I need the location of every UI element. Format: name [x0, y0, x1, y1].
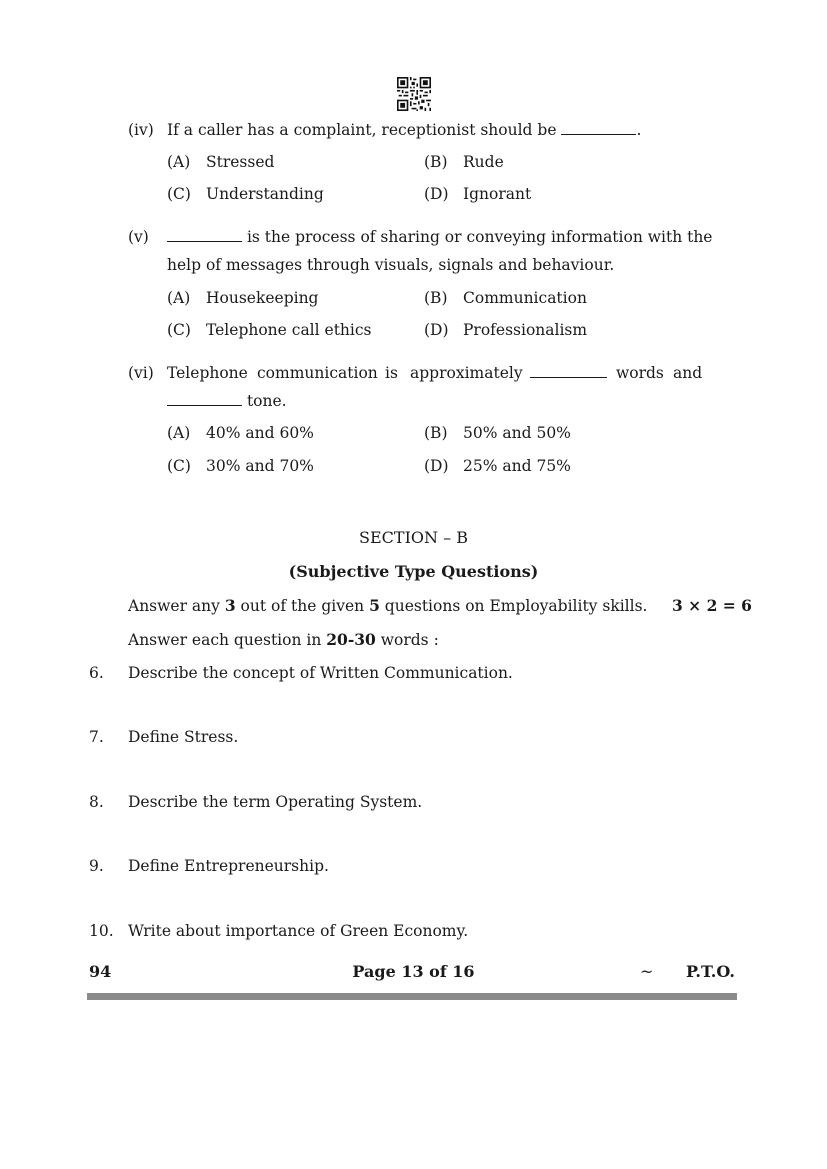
- option-a: (A): [167, 424, 191, 442]
- section-title: SECTION – B: [359, 528, 468, 547]
- question-v-line1: [167, 228, 712, 246]
- answer-blank: [167, 240, 242, 242]
- answer-blank-1: [530, 364, 607, 382]
- question-10-text: Write about importance of Green Economy.: [128, 922, 469, 940]
- word: communication: [257, 364, 378, 382]
- instruction-number: 3: [224, 596, 236, 615]
- tilde-mark: ~: [640, 962, 654, 981]
- option-d-text: Professionalism: [463, 321, 588, 339]
- option-d: (D): [424, 185, 449, 203]
- question-iv: [128, 121, 154, 139]
- answer-blank: [167, 404, 242, 406]
- word: is: [385, 364, 398, 382]
- option-d-text: 25% and 75%: [463, 457, 571, 475]
- section-subtitle: (Subjective Type Questions): [288, 562, 539, 581]
- qr-code-icon: [397, 77, 431, 111]
- option-c: (C): [167, 321, 191, 339]
- question-9-text: Define Entrepreneurship.: [128, 857, 329, 875]
- question-7-number: 7.: [89, 728, 104, 746]
- question-text: If a caller has a complaint, receptionist should be: [167, 121, 557, 139]
- option-c-text: Understanding: [206, 185, 324, 203]
- option-a: (A): [167, 289, 191, 307]
- question-vi-line2: [167, 392, 287, 410]
- option-d-text: Ignorant: [463, 185, 532, 203]
- question-6-text: Describe the concept of Written Communication.: [128, 664, 513, 682]
- question-10-number: 10.: [89, 922, 114, 940]
- instruction-text: words :: [375, 631, 439, 649]
- pto-label: P.T.O.: [686, 962, 735, 981]
- option-a-text: Stressed: [206, 153, 275, 171]
- option-c: (C): [167, 457, 191, 475]
- option-b: (B): [424, 289, 448, 307]
- question-text: is the process of sharing or conveying information with the: [246, 228, 713, 246]
- instruction-text: Answer any: [128, 597, 225, 615]
- answer-blank: [561, 133, 636, 135]
- option-a-text: 40% and 60%: [206, 424, 314, 442]
- answer-blank: [530, 376, 607, 378]
- option-b: (B): [424, 153, 448, 171]
- option-b-text: 50% and 50%: [463, 424, 571, 442]
- word: Telephone: [167, 364, 248, 382]
- marks-allocation: 3 × 2 = 6: [672, 596, 752, 615]
- instruction-text: Answer each question in: [128, 631, 327, 649]
- question-iv-text: [167, 121, 641, 139]
- option-d: (D): [424, 457, 449, 475]
- question-9-number: 9.: [89, 857, 104, 875]
- question-8-text: Describe the term Operating System.: [128, 793, 423, 811]
- option-a-text: Housekeeping: [206, 289, 319, 307]
- instruction-1: [128, 596, 647, 615]
- option-b-text: Communication: [463, 289, 587, 307]
- word: and: [673, 364, 703, 382]
- question-6-number: 6.: [89, 664, 104, 682]
- question-v-line2: help of messages through visuals, signals and behaviour.: [167, 256, 615, 274]
- option-label: (A): [167, 153, 191, 171]
- instruction-text: questions on Employability skills.: [379, 597, 648, 615]
- question-number: (iv): [128, 121, 154, 139]
- footer-divider: [87, 993, 737, 1000]
- word: words: [616, 364, 664, 382]
- option-c-text: Telephone call ethics: [206, 321, 372, 339]
- instruction-2: [128, 630, 439, 649]
- instruction-number: 20-30: [326, 630, 376, 649]
- word: approximately: [410, 364, 523, 382]
- option-c: (C): [167, 185, 191, 203]
- option-b-text: Rude: [463, 153, 504, 171]
- question-v-number: (v): [128, 228, 149, 246]
- question-8-number: 8.: [89, 793, 104, 811]
- question-text-end: .: [636, 121, 642, 139]
- instruction-number: 5: [369, 596, 380, 615]
- option-d: (D): [424, 321, 449, 339]
- page-number: Page 13 of 16: [352, 962, 475, 981]
- question-7-text: Define Stress.: [128, 728, 239, 746]
- option-a: [167, 153, 190, 171]
- option-c-text: 30% and 70%: [206, 457, 314, 475]
- paper-code: 94: [89, 962, 112, 981]
- instruction-text: out of the given: [235, 597, 370, 615]
- question-text: tone.: [246, 392, 287, 410]
- option-b: (B): [424, 424, 448, 442]
- question-vi-number: (vi): [128, 364, 154, 382]
